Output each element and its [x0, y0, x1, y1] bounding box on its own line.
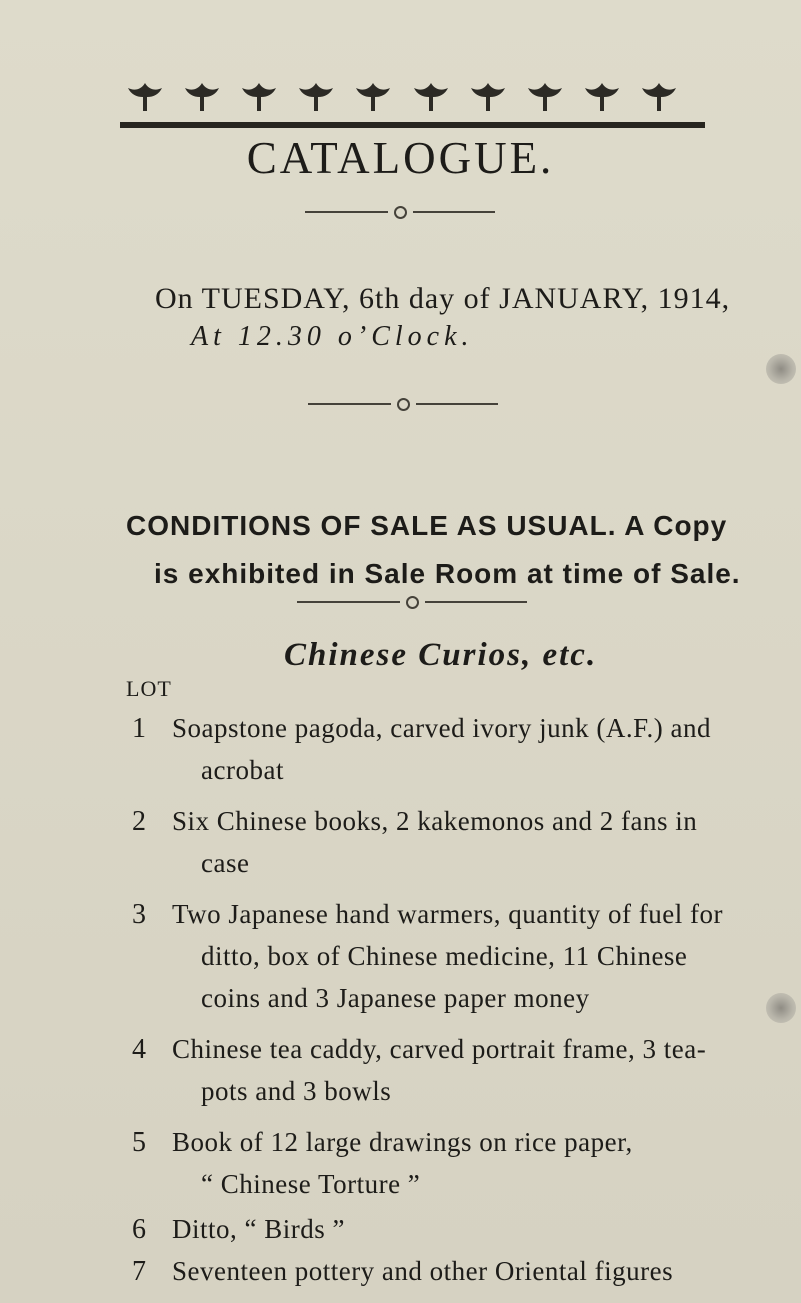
lot-number: 3	[132, 899, 146, 930]
binding-hole	[766, 993, 796, 1023]
lot-description: coins and 3 Japanese paper money	[201, 983, 590, 1013]
conditions-line-2: is exhibited in Sale Room at time of Sale.	[154, 558, 741, 589]
fleuron-icon	[408, 80, 454, 114]
fleuron-icon	[350, 80, 396, 114]
lot-description: Two Japanese hand warmers, quantity of fuel for	[172, 899, 723, 929]
lot-description: “ Chinese Torture ”	[201, 1169, 421, 1199]
lot-description: Six Chinese books, 2 kakemonos and 2 fans in	[172, 806, 698, 836]
divider	[308, 398, 498, 410]
divider	[305, 206, 495, 218]
fleuron-icon	[122, 80, 168, 114]
lot-number: 1	[132, 713, 146, 744]
lot-description: Seventeen pottery and other Oriental figures	[172, 1256, 674, 1286]
fleuron-icon	[579, 80, 625, 114]
fleuron-icon	[522, 80, 568, 114]
lot-description: acrobat	[201, 755, 284, 785]
lot-description: Soapstone pagoda, carved ivory junk (A.F.) and	[172, 713, 711, 743]
lot-description: Ditto, “ Birds ”	[172, 1214, 345, 1244]
binding-hole	[766, 354, 796, 384]
fleuron-icon	[293, 80, 339, 114]
lot-description: pots and 3 bowls	[201, 1076, 392, 1106]
lot-number: 7	[132, 1256, 146, 1287]
fleuron-icon	[236, 80, 282, 114]
fleuron-icon	[636, 80, 682, 114]
fleuron-border	[122, 80, 682, 114]
lot-number: 4	[132, 1034, 146, 1065]
lot-number: 5	[132, 1127, 146, 1158]
fleuron-icon	[179, 80, 225, 114]
lot-number: 6	[132, 1214, 146, 1245]
sale-date: On TUESDAY, 6th day of JANUARY, 1914,	[155, 282, 731, 315]
fleuron-icon	[465, 80, 511, 114]
border-rule	[120, 122, 705, 128]
lot-description: ditto, box of Chinese medicine, 11 Chinese	[201, 941, 688, 971]
lot-description: Book of 12 large drawings on rice paper,	[172, 1127, 633, 1157]
divider	[297, 596, 527, 608]
lot-label: LOT	[126, 676, 172, 701]
lot-number: 2	[132, 806, 146, 837]
lot-description: Chinese tea caddy, carved portrait frame, 3 tea-	[172, 1034, 707, 1064]
sale-time: At 12.30 o’Clock.	[191, 321, 474, 352]
page-title: CATALOGUE.	[246, 133, 555, 183]
section-heading: Chinese Curios, etc.	[284, 637, 598, 673]
conditions-line-1: CONDITIONS OF SALE AS USUAL. A Copy	[126, 510, 728, 541]
lot-description: case	[201, 848, 250, 878]
